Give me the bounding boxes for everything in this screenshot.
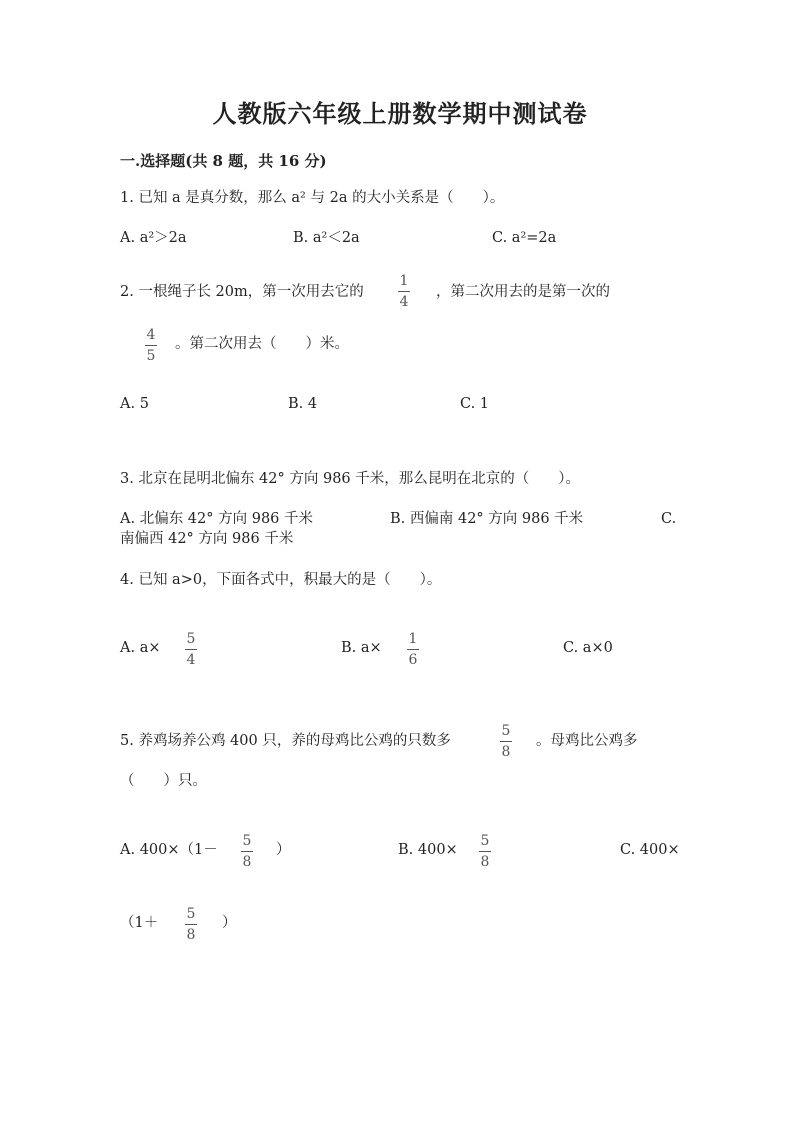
- question-2-stem-part2: ，第二次用去的是第一次的: [436, 284, 610, 300]
- fraction-bar: [241, 851, 253, 852]
- fraction-denominator: 4: [186, 652, 196, 668]
- fraction-numerator: 5: [480, 833, 490, 849]
- fraction-bar: [500, 741, 512, 742]
- fraction-numerator: 5: [242, 833, 252, 849]
- fraction-numerator: 5: [186, 631, 196, 647]
- question-5-stem-part2: 。母鸡比公鸡多: [536, 733, 638, 749]
- question-1-option-b: B. a²＜2a: [293, 230, 360, 246]
- question-4-stem: 4. 已知 a>0，下面各式中，积最大的是（ ）。: [120, 572, 442, 588]
- fraction-denominator: 8: [501, 744, 511, 760]
- question-5-option-a-close: ）: [276, 842, 291, 858]
- question-3-option-c: C.: [661, 511, 677, 527]
- section-heading: 一.选择题(共 8 题，共 16 分): [120, 152, 327, 170]
- question-2-stem-part3: 。第二次用去（ ）米。: [175, 336, 349, 352]
- fraction-denominator: 8: [480, 854, 490, 870]
- question-4-option-a-fraction: [185, 631, 197, 668]
- page-title: 人教版六年级上册数学期中测试卷: [212, 99, 588, 128]
- fraction-denominator: 5: [146, 348, 156, 364]
- question-5-option-b: B. 400×: [398, 842, 458, 858]
- question-4-option-c: C. a×0: [563, 640, 613, 656]
- question-4-option-b-fraction: [407, 631, 419, 668]
- question-5-fraction-1: [500, 723, 512, 760]
- question-1-stem: 1. 已知 a 是真分数，那么 a² 与 2a 的大小关系是（ ）。: [120, 190, 505, 206]
- question-5-option-b-fraction: [479, 833, 491, 870]
- question-4-option-b: B. a×: [341, 640, 382, 656]
- question-2-option-c: C. 1: [460, 396, 490, 412]
- fraction-bar: [145, 345, 157, 346]
- question-1-option-c: C. a²=2a: [492, 230, 557, 246]
- fraction-bar: [185, 924, 197, 925]
- fraction-bar: [479, 851, 491, 852]
- question-3-option-a: A. 北偏东 42° 方向 986 千米: [120, 511, 314, 527]
- fraction-denominator: 6: [408, 652, 418, 668]
- question-3-stem: 3. 北京在昆明北偏东 42° 方向 986 千米，那么昆明在北京的（ ）。: [120, 471, 581, 487]
- question-5-option-a: A. 400×（1－: [120, 842, 218, 858]
- fraction-numerator: 5: [501, 723, 511, 739]
- question-5-option-c-wrap: （1＋: [120, 915, 159, 931]
- fraction-denominator: 8: [242, 854, 252, 870]
- question-2-fraction-1: [398, 273, 410, 310]
- question-5-stem-part3: （ ）只。: [120, 773, 207, 789]
- question-2-stem-part1: 2. 一根绳子长 20m，第一次用去它的: [120, 284, 364, 300]
- question-3-option-c-text: 南偏西 42° 方向 986 千米: [120, 531, 294, 547]
- fraction-numerator: 4: [146, 327, 156, 343]
- fraction-numerator: 1: [399, 273, 409, 289]
- question-5-option-c: C. 400×: [620, 842, 680, 858]
- question-5-option-c-close: ）: [222, 915, 237, 931]
- question-5-stem-part1: 5. 养鸡场养公鸡 400 只，养的母鸡比公鸡的只数多: [120, 733, 451, 749]
- question-5-option-c-fraction: [185, 906, 197, 943]
- question-3-option-b: B. 西偏南 42° 方向 986 千米: [390, 511, 584, 527]
- fraction-bar: [398, 291, 410, 292]
- fraction-bar: [185, 649, 197, 650]
- fraction-bar: [407, 649, 419, 650]
- question-2-option-b: B. 4: [288, 396, 318, 412]
- question-2-option-a: A. 5: [120, 396, 149, 412]
- question-1-option-a: A. a²＞2a: [120, 230, 187, 246]
- fraction-numerator: 5: [186, 906, 196, 922]
- fraction-numerator: 1: [408, 631, 418, 647]
- question-4-option-a: A. a×: [120, 640, 161, 656]
- fraction-denominator: 8: [186, 927, 196, 943]
- fraction-denominator: 4: [399, 294, 409, 310]
- question-2-fraction-2: [145, 327, 157, 364]
- question-5-option-a-fraction: [241, 833, 253, 870]
